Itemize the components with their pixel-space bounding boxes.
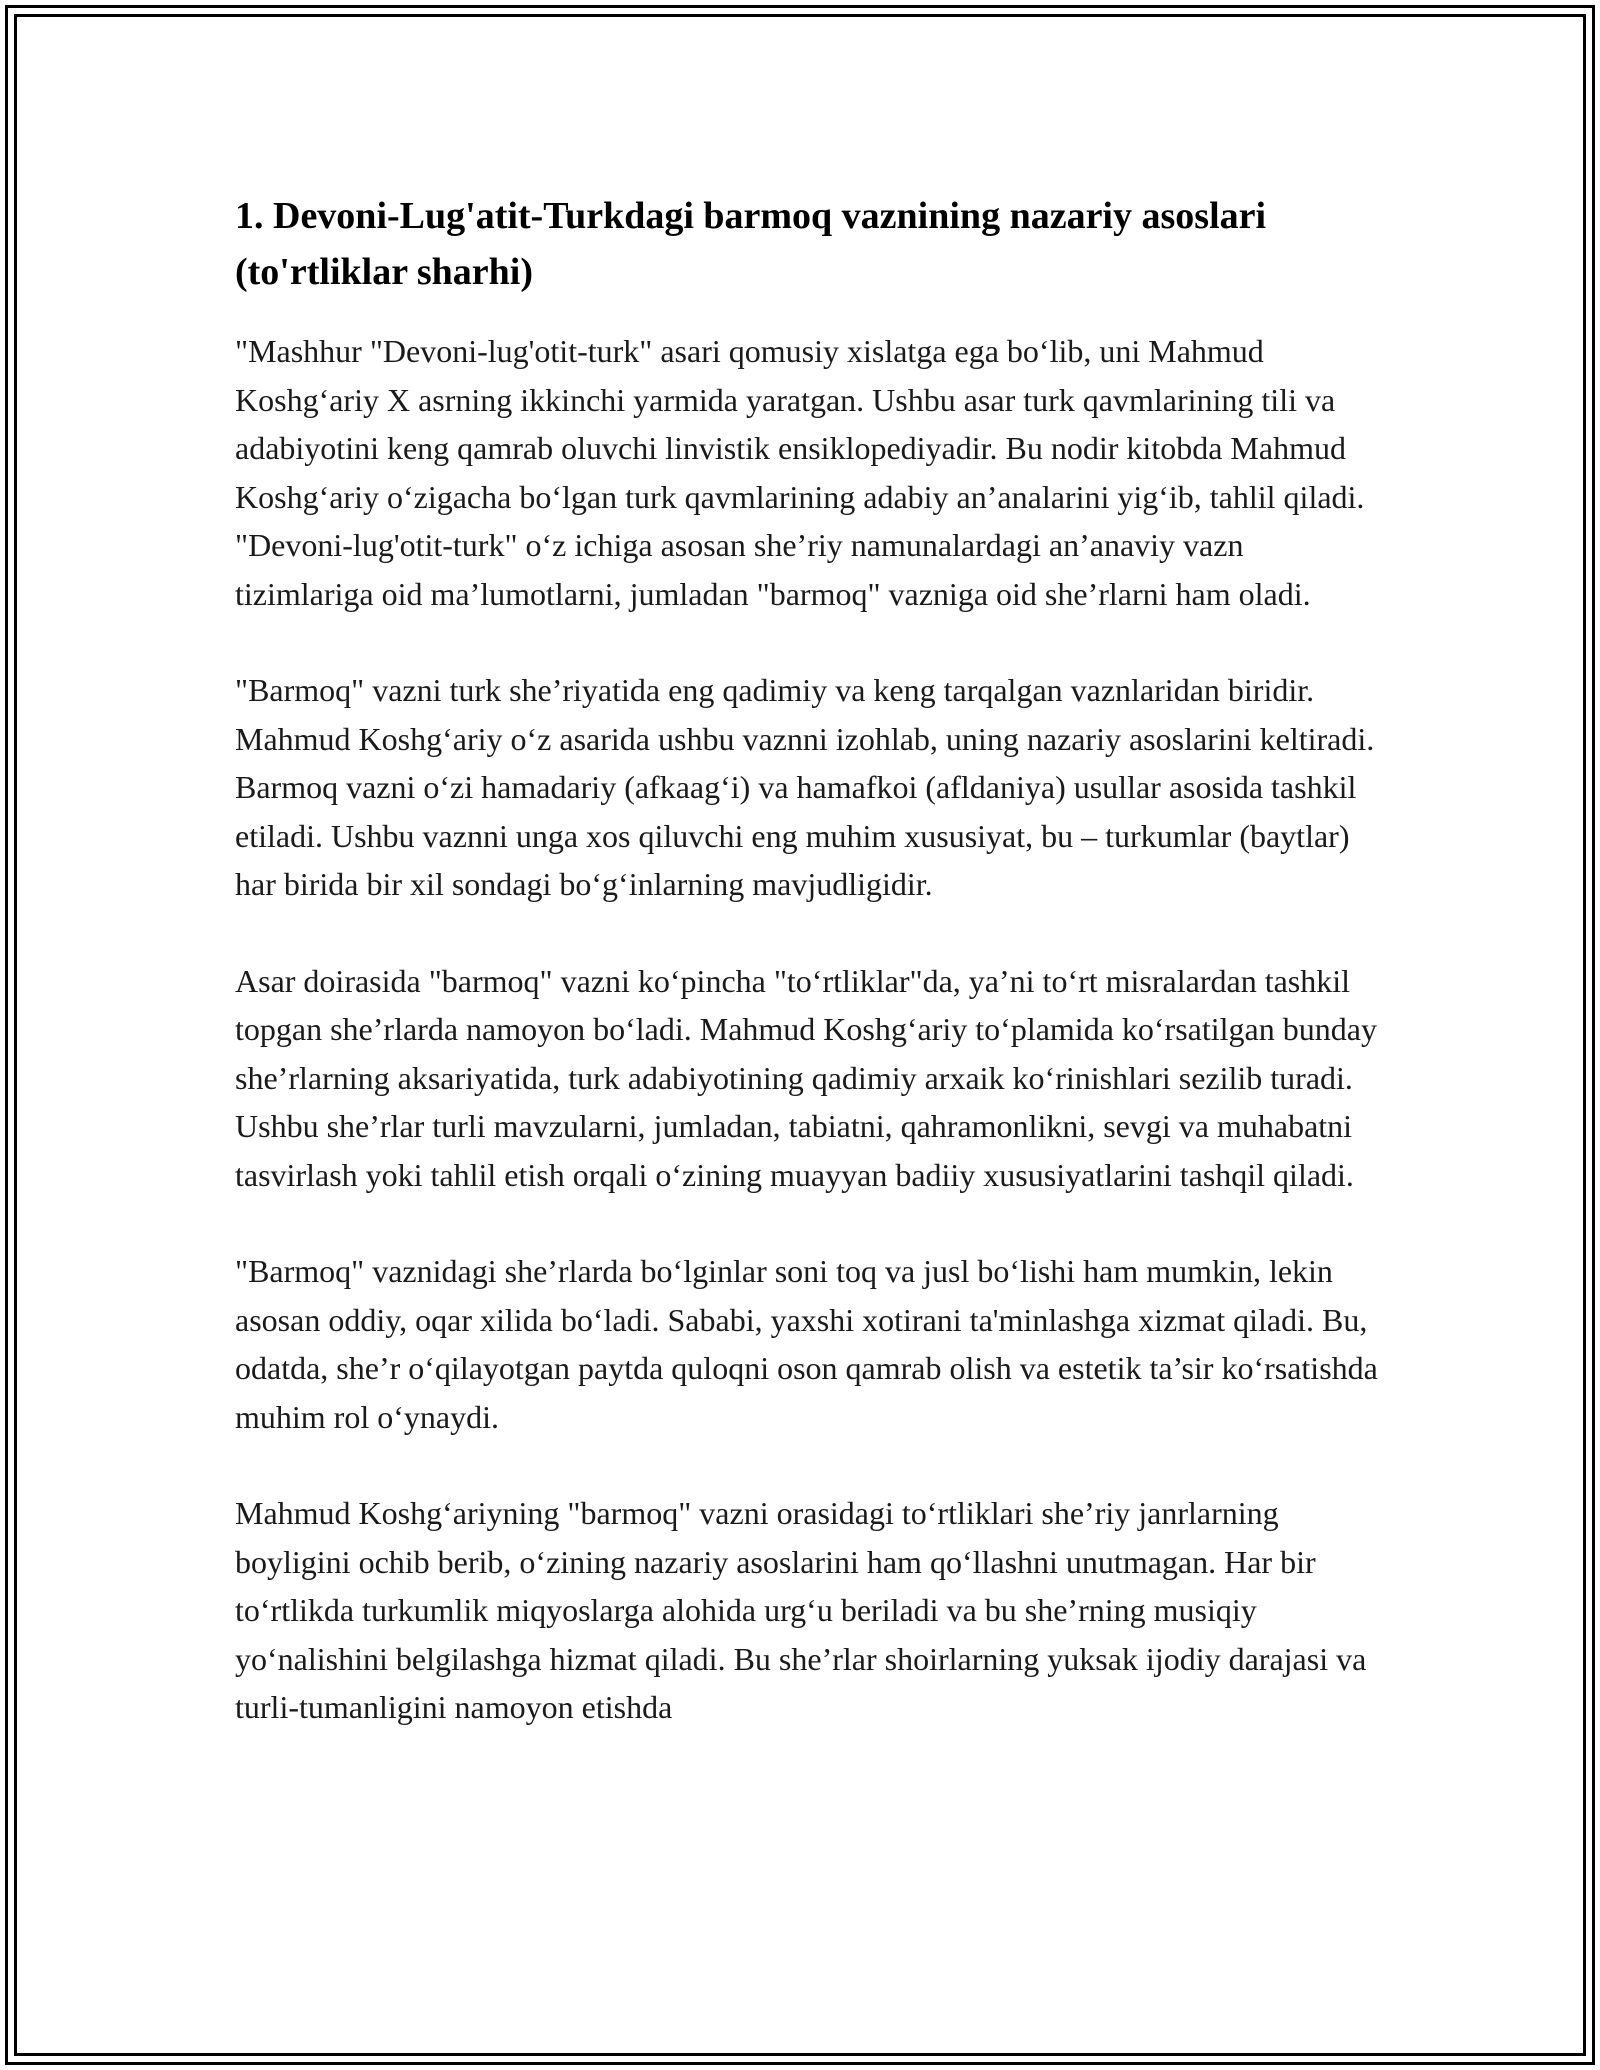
paragraph-4: "Barmoq" vaznidagi she’rlarda bo‘lginlar soni toq va jusl bo‘lishi ham mumkin, lekin asosan oddiy, oqar xilida bo‘ladi. Sababi, yaxshi xotirani ta'minlashga xizmat qiladi. Bu, odatda, she’r o‘qilayotgan paytda quloqni oson qamrab olish va estetik ta’sir ko‘rsatishda muhim rol o‘ynaydi. xyxy=(235,1253,1378,1435)
paragraph-5: Mahmud Koshg‘ariyning "barmoq" vazni orasidagi to‘rtliklari she’riy janrlarning boyligini ochib berib, o‘zining nazariy asoslarini ham qo‘llashni unutmagan. Har bir to‘rtlikda turkumlik miqyoslarga alohida urg‘u beriladi va bu she’rning musiqiy yo‘nalishini belgilashga hizmat qiladi. Bu she’rlar shoirlarning yuksak ijodiy darajasi va turli-tumanligini namoyon etishda xyxy=(235,1495,1367,1725)
paragraph-1: "Mashhur "Devoni-lug'otit-turk" asari qomusiy xislatga ega bo‘lib, uni Mahmud Koshg‘ariy X asrning ikkinchi yarmida yaratgan. Ushbu asar turk qavmlarining tili va adabiyotini keng qamrab oluvchi linvistik ensiklopediyadir. Bu nodir kitobda Mahmud Koshg‘ariy o‘zigacha bo‘lgan turk qavmlarining adabiy an’analarini yig‘ib, tahlil qiladi. "Devoni-lug'otit-turk" o‘z ichiga asosan she’riy namunalardagi an’anaviy vazn tizimlariga oid ma’lumotlarni, jumladan "barmoq" vazniga oid she’rlarni ham oladi. xyxy=(235,333,1365,612)
paragraph-2: "Barmoq" vazni turk she’riyatida eng qadimiy va keng tarqalgan vaznlaridan biridir. Mahmud Koshg‘ariy o‘z asarida ushbu vaznni izohlab, uning nazariy asoslarini keltiradi. Barmoq vazni o‘zi hamadariy (afkaag‘i) va hamafkoi (afldaniya) usullar asosida tashkil etiladi. Ushbu vaznni unga xos qiluvchi eng muhim xususiyat, bu – turkumlar (baytlar) har birida bir xil sondagi bo‘g‘inlarning mavjudligidir. xyxy=(235,672,1375,902)
document-body xyxy=(235,188,1385,1780)
paragraph-3: Asar doirasida "barmoq" vazni ko‘pincha "to‘rtliklar"da, ya’ni to‘rt misralardan tashkil topgan she’rlarda namoyon bo‘ladi. Mahmud Koshg‘ariy to‘plamida ko‘rsatilgan bunday she’rlarning aksariyatida, turk adabiyotining qadimiy arxaik ko‘rinishlari sezilib turadi. Ushbu she’rlar turli mavzularni, jumladan, tabiatni, qahramonlikni, sevgi va muhabatni tasvirlash yoki tahlil etish orqali o‘zining muayyan badiiy xususiyatlarini tashqil qiladi. xyxy=(235,962,1377,1193)
section-heading: 1. Devoni-Lug'atit-Turkdagi barmoq vaznining nazariy asoslari (to'rtliklar sharhi) xyxy=(235,195,1267,293)
